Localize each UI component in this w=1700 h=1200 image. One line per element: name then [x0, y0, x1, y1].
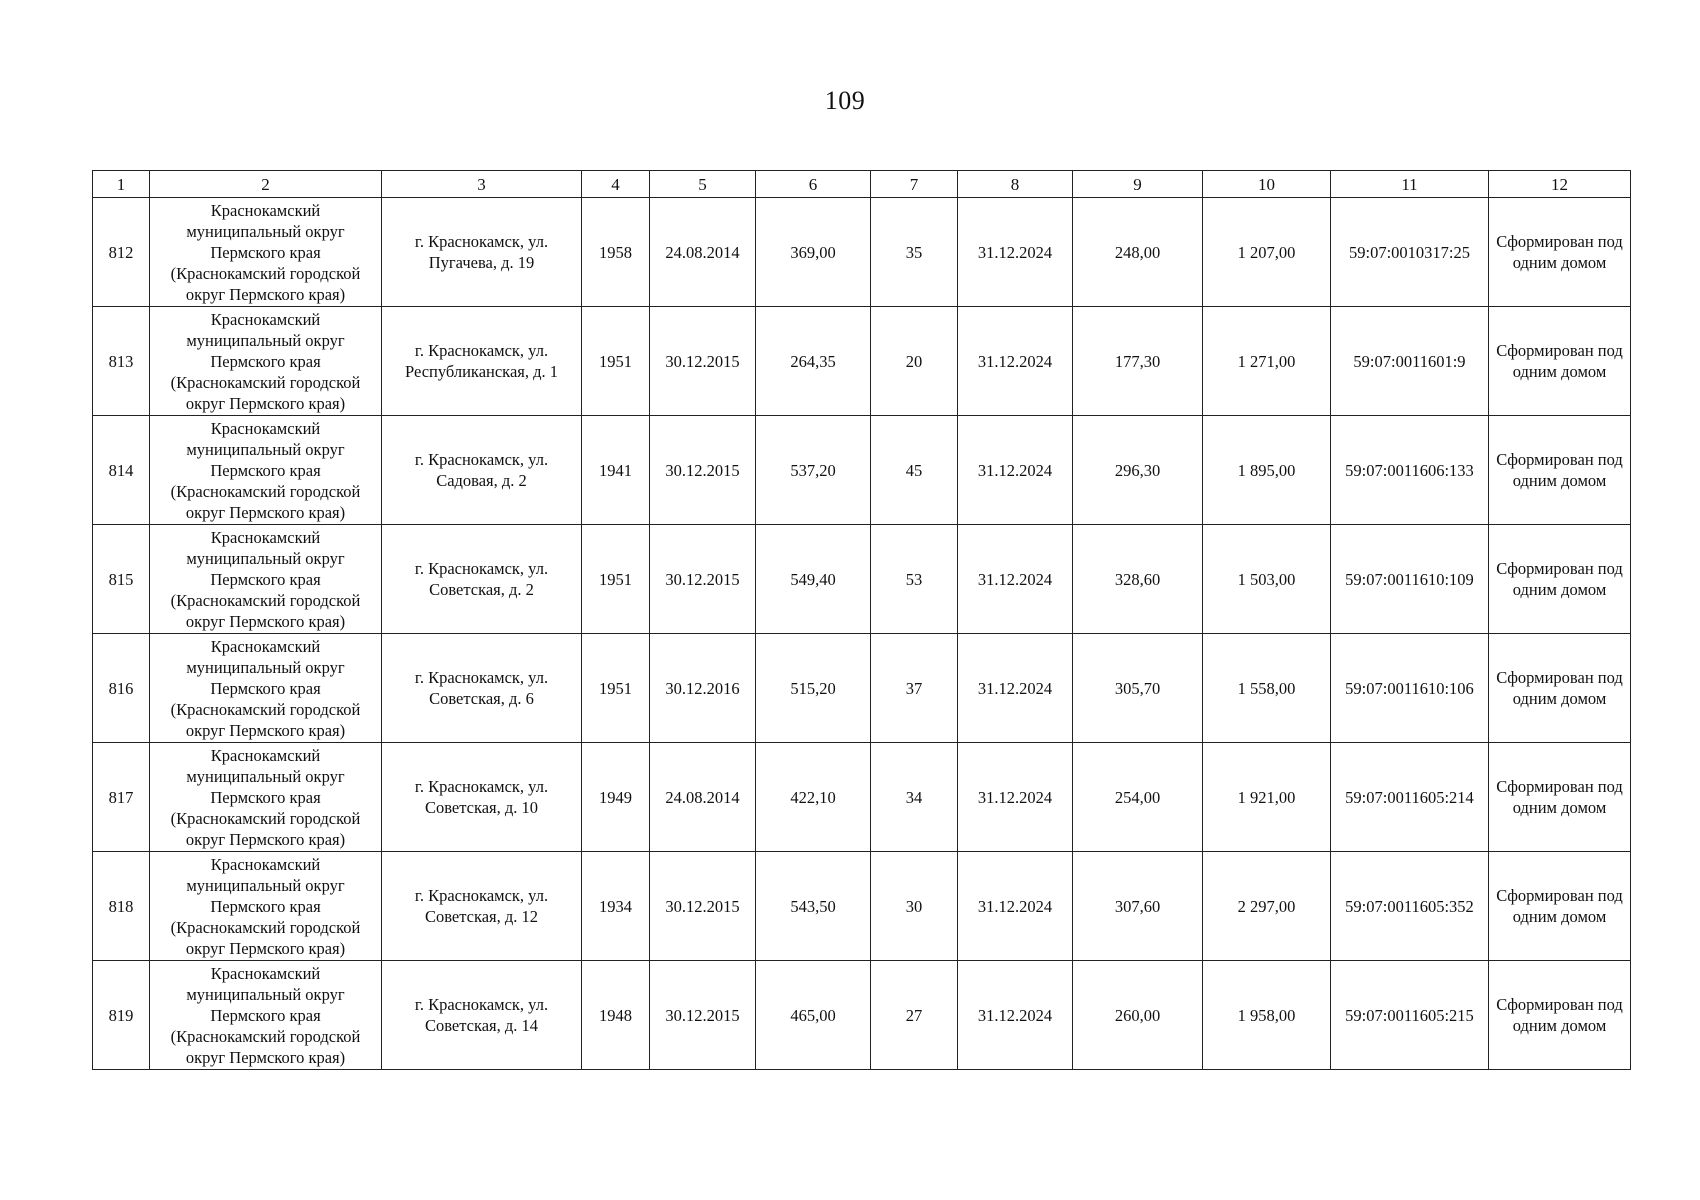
column-header-12: 12 — [1489, 171, 1631, 198]
cell-address: г. Краснокамск, ул. Советская, д. 6 — [382, 634, 582, 743]
cell-address: г. Краснокамск, ул. Советская, д. 12 — [382, 852, 582, 961]
cell-area-2: 307,60 — [1073, 852, 1203, 961]
cell-land-area: 2 297,00 — [1203, 852, 1331, 961]
cell-row-number: 818 — [93, 852, 150, 961]
cell-planned-date: 31.12.2024 — [958, 852, 1073, 961]
cell-date-recognized: 30.12.2015 — [650, 525, 756, 634]
page-number: 109 — [824, 86, 866, 115]
cell-address: г. Краснокамск, ул. Советская, д. 10 — [382, 743, 582, 852]
cell-municipality: Краснокамский муниципальный округ Пермского края (Краснокамский городской округ Пермского края) — [150, 307, 382, 416]
table-row — [93, 416, 1631, 525]
cell-cadastral-number: 59:07:0011610:106 — [1331, 634, 1489, 743]
table-header — [93, 171, 1631, 198]
cell-planned-date: 31.12.2024 — [958, 307, 1073, 416]
cell-status: Сформирован под одним домом — [1489, 634, 1631, 743]
cell-area: 369,00 — [756, 198, 871, 307]
column-header-7: 7 — [871, 171, 958, 198]
cell-area: 264,35 — [756, 307, 871, 416]
cell-area-2: 260,00 — [1073, 961, 1203, 1070]
cell-municipality: Краснокамский муниципальный округ Пермского края (Краснокамский городской округ Пермского края) — [150, 525, 382, 634]
cell-residents: 27 — [871, 961, 958, 1070]
cell-area: 515,20 — [756, 634, 871, 743]
table-row — [93, 198, 1631, 307]
cell-cadastral-number: 59:07:0011606:133 — [1331, 416, 1489, 525]
cell-year-built: 1948 — [582, 961, 650, 1070]
cell-area-2: 305,70 — [1073, 634, 1203, 743]
cell-area-2: 328,60 — [1073, 525, 1203, 634]
cell-planned-date: 31.12.2024 — [958, 634, 1073, 743]
cell-row-number: 812 — [93, 198, 150, 307]
cell-date-recognized: 24.08.2014 — [650, 198, 756, 307]
cell-municipality: Краснокамский муниципальный округ Пермского края (Краснокамский городской округ Пермского края) — [150, 198, 382, 307]
cell-date-recognized: 30.12.2016 — [650, 634, 756, 743]
table-row — [93, 743, 1631, 852]
cell-status: Сформирован под одним домом — [1489, 198, 1631, 307]
cell-status: Сформирован под одним домом — [1489, 743, 1631, 852]
cell-area: 465,00 — [756, 961, 871, 1070]
cell-municipality: Краснокамский муниципальный округ Пермского края (Краснокамский городской округ Пермского края) — [150, 416, 382, 525]
column-header-5: 5 — [650, 171, 756, 198]
cell-cadastral-number: 59:07:0011605:352 — [1331, 852, 1489, 961]
cell-area: 537,20 — [756, 416, 871, 525]
cell-residents: 53 — [871, 525, 958, 634]
cell-cadastral-number: 59:07:0010317:25 — [1331, 198, 1489, 307]
cell-area-2: 296,30 — [1073, 416, 1203, 525]
cell-area: 422,10 — [756, 743, 871, 852]
cell-planned-date: 31.12.2024 — [958, 525, 1073, 634]
cell-residents: 37 — [871, 634, 958, 743]
cell-area-2: 177,30 — [1073, 307, 1203, 416]
cell-year-built: 1958 — [582, 198, 650, 307]
cell-area: 549,40 — [756, 525, 871, 634]
cell-cadastral-number: 59:07:0011605:214 — [1331, 743, 1489, 852]
cell-land-area: 1 503,00 — [1203, 525, 1331, 634]
cell-address: г. Краснокамск, ул. Республиканская, д. 1 — [382, 307, 582, 416]
cell-year-built: 1934 — [582, 852, 650, 961]
table-body — [93, 198, 1631, 1070]
cell-cadastral-number: 59:07:0011601:9 — [1331, 307, 1489, 416]
cell-residents: 45 — [871, 416, 958, 525]
header-row — [93, 171, 1631, 198]
cell-address: г. Краснокамск, ул. Пугачева, д. 19 — [382, 198, 582, 307]
cell-land-area: 1 958,00 — [1203, 961, 1331, 1070]
column-header-6: 6 — [756, 171, 871, 198]
cell-area-2: 248,00 — [1073, 198, 1203, 307]
cell-year-built: 1951 — [582, 307, 650, 416]
cell-planned-date: 31.12.2024 — [958, 743, 1073, 852]
cell-row-number: 817 — [93, 743, 150, 852]
cell-year-built: 1951 — [582, 634, 650, 743]
cell-area-2: 254,00 — [1073, 743, 1203, 852]
cell-status: Сформирован под одним домом — [1489, 525, 1631, 634]
cell-land-area: 1 271,00 — [1203, 307, 1331, 416]
column-header-1: 1 — [93, 171, 150, 198]
cell-planned-date: 31.12.2024 — [958, 198, 1073, 307]
cell-status: Сформирован под одним домом — [1489, 852, 1631, 961]
column-header-11: 11 — [1331, 171, 1489, 198]
cell-date-recognized: 30.12.2015 — [650, 961, 756, 1070]
table-row — [93, 961, 1631, 1070]
cell-land-area: 1 921,00 — [1203, 743, 1331, 852]
cell-date-recognized: 24.08.2014 — [650, 743, 756, 852]
data-table — [92, 170, 1631, 1070]
cell-row-number: 814 — [93, 416, 150, 525]
cell-year-built: 1949 — [582, 743, 650, 852]
cell-status: Сформирован под одним домом — [1489, 307, 1631, 416]
cell-planned-date: 31.12.2024 — [958, 961, 1073, 1070]
table-row — [93, 307, 1631, 416]
table-row — [93, 852, 1631, 961]
cell-cadastral-number: 59:07:0011610:109 — [1331, 525, 1489, 634]
cell-municipality: Краснокамский муниципальный округ Пермского края (Краснокамский городской округ Пермского края) — [150, 743, 382, 852]
cell-land-area: 1 895,00 — [1203, 416, 1331, 525]
column-header-8: 8 — [958, 171, 1073, 198]
cell-address: г. Краснокамск, ул. Советская, д. 2 — [382, 525, 582, 634]
column-header-2: 2 — [150, 171, 382, 198]
cell-status: Сформирован под одним домом — [1489, 416, 1631, 525]
table-row — [93, 525, 1631, 634]
cell-planned-date: 31.12.2024 — [958, 416, 1073, 525]
cell-land-area: 1 207,00 — [1203, 198, 1331, 307]
cell-year-built: 1941 — [582, 416, 650, 525]
column-header-4: 4 — [582, 171, 650, 198]
cell-row-number: 816 — [93, 634, 150, 743]
cell-municipality: Краснокамский муниципальный округ Пермского края (Краснокамский городской округ Пермского края) — [150, 961, 382, 1070]
cell-date-recognized: 30.12.2015 — [650, 416, 756, 525]
cell-area: 543,50 — [756, 852, 871, 961]
cell-cadastral-number: 59:07:0011605:215 — [1331, 961, 1489, 1070]
column-header-9: 9 — [1073, 171, 1203, 198]
cell-municipality: Краснокамский муниципальный округ Пермского края (Краснокамский городской округ Пермского края) — [150, 634, 382, 743]
cell-residents: 35 — [871, 198, 958, 307]
cell-row-number: 815 — [93, 525, 150, 634]
cell-year-built: 1951 — [582, 525, 650, 634]
cell-status: Сформирован под одним домом — [1489, 961, 1631, 1070]
column-header-10: 10 — [1203, 171, 1331, 198]
cell-date-recognized: 30.12.2015 — [650, 852, 756, 961]
table-row — [93, 634, 1631, 743]
cell-address: г. Краснокамск, ул. Садовая, д. 2 — [382, 416, 582, 525]
cell-row-number: 813 — [93, 307, 150, 416]
column-header-3: 3 — [382, 171, 582, 198]
cell-residents: 34 — [871, 743, 958, 852]
cell-residents: 30 — [871, 852, 958, 961]
cell-municipality: Краснокамский муниципальный округ Пермского края (Краснокамский городской округ Пермского края) — [150, 852, 382, 961]
cell-residents: 20 — [871, 307, 958, 416]
cell-land-area: 1 558,00 — [1203, 634, 1331, 743]
cell-date-recognized: 30.12.2015 — [650, 307, 756, 416]
cell-row-number: 819 — [93, 961, 150, 1070]
cell-address: г. Краснокамск, ул. Советская, д. 14 — [382, 961, 582, 1070]
